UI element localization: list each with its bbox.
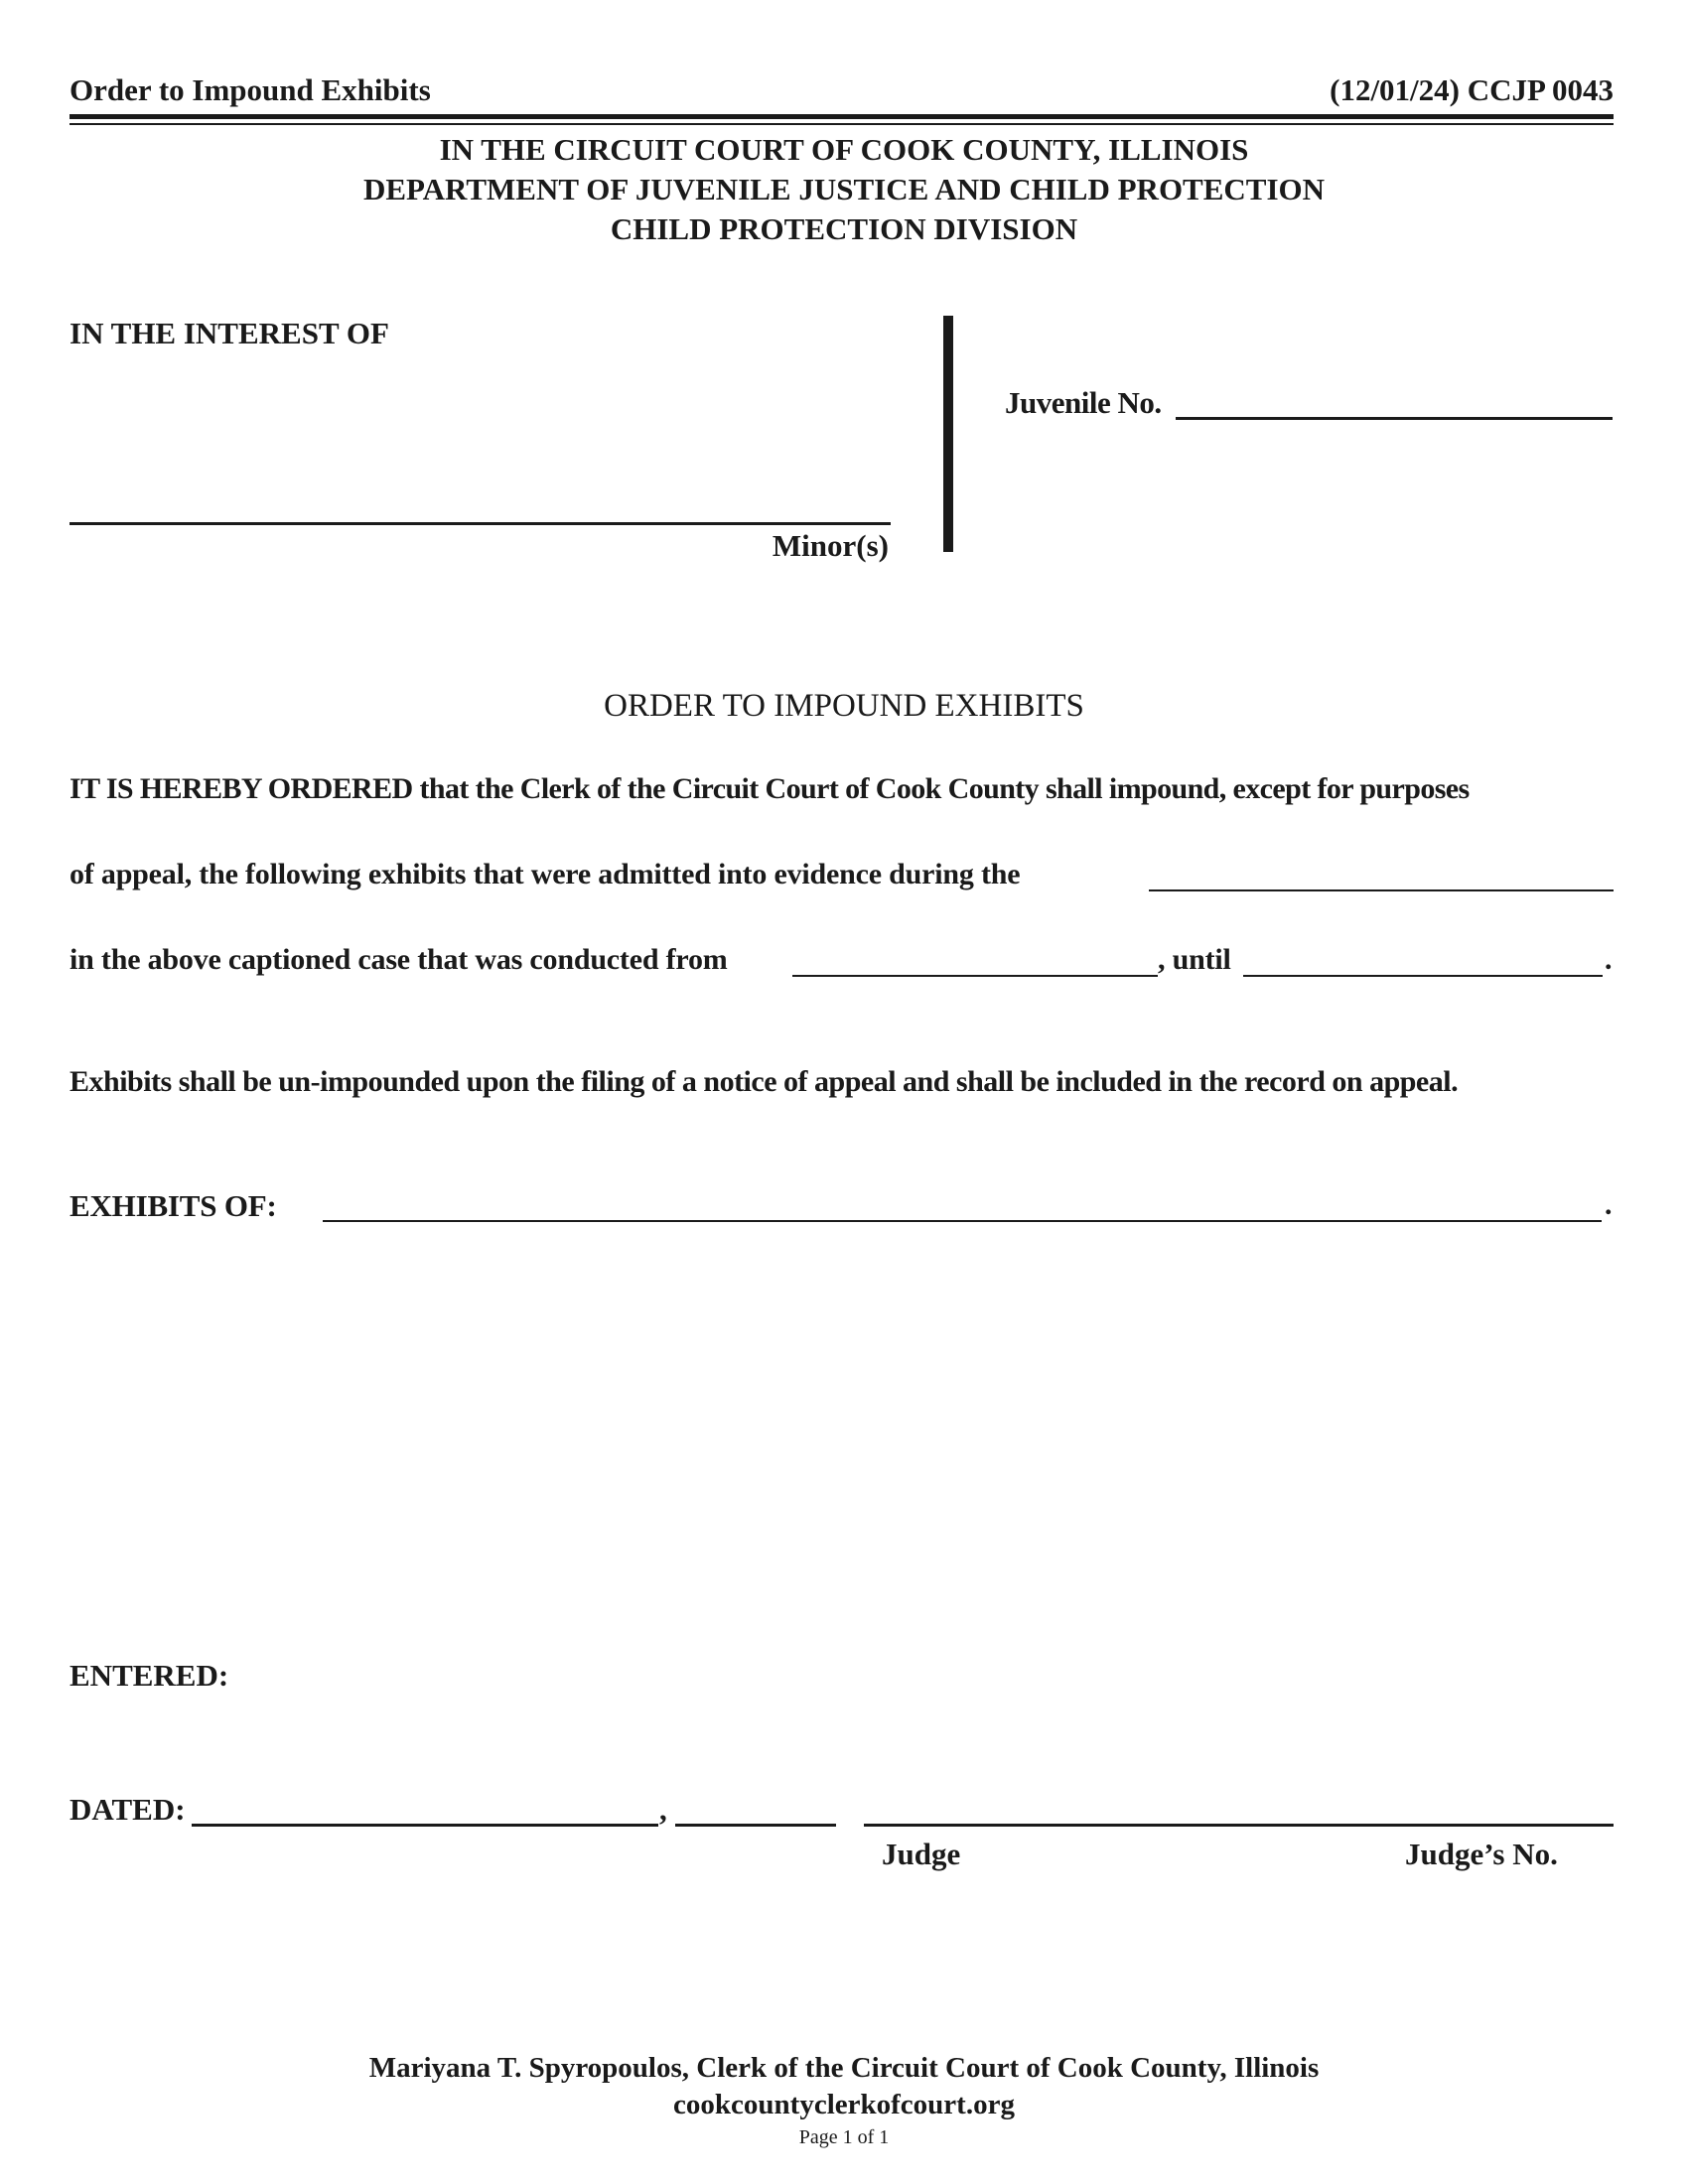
order-text-line-2: of appeal, the following exhibits that were admitted into evidence during the [70,858,1021,890]
caption-divider [943,316,953,552]
form-title: Order to Impound Exhibits [70,72,431,107]
judge-label: Judge [882,1837,961,1871]
dated-date-field[interactable] [192,1824,658,1827]
minors-name-field[interactable] [70,486,891,525]
court-name: IN THE CIRCUIT COURT OF COOK COUNTY, ILLINOIS [439,132,1249,167]
minors-label: Minor(s) [772,528,889,563]
sentence-period: . [1605,943,1613,976]
juvenile-no-label: Juvenile No. [1005,385,1162,420]
from-date-field[interactable] [792,941,1158,977]
form-code: (12/01/24) CCJP 0043 [1330,72,1614,107]
dated-label: DATED: [70,1792,186,1827]
dated-year-field[interactable] [675,1824,836,1827]
dated-comma: , [659,1792,667,1827]
entered-label: ENTERED: [70,1658,229,1693]
in-the-interest-of: IN THE INTEREST OF [70,316,389,350]
unimpound-text: Exhibits shall be un-impounded upon the filing of a notice of appeal and shall be included in the record on appeal. [70,1065,1459,1098]
order-text-line-1: IT IS HEREBY ORDERED that the Clerk of the Circuit Court of Cook County shall impound, except for purposes [70,772,1470,805]
exhibits-of-field[interactable] [323,1186,1602,1222]
court-division: CHILD PROTECTION DIVISION [610,211,1078,246]
order-text-line-3b: , until [1158,943,1231,976]
footer-clerk: Mariyana T. Spyropoulos, Clerk of the Circuit Court of Cook County, Illinois [368,2052,1320,2084]
court-department: DEPARTMENT OF JUVENILE JUSTICE AND CHILD PROTECTION [362,172,1326,206]
judge-no-label: Judge’s No. [1405,1837,1558,1871]
until-date-field[interactable] [1243,941,1603,977]
footer-page-number: Page 1 of 1 [798,2126,890,2148]
exhibits-of-period: . [1605,1188,1613,1221]
proceeding-field[interactable] [1149,856,1614,891]
order-text-line-3a: in the above captioned case that was conducted from [70,943,728,976]
header-rule-thin [70,123,1614,125]
juvenile-no-field[interactable] [1176,383,1613,420]
header-rule-thick [70,114,1614,119]
exhibits-of-label: EXHIBITS OF: [70,1188,277,1223]
judge-signature-field[interactable] [864,1824,1614,1827]
footer-website: cookcountyclerkofcourt.org [673,2089,1015,2120]
order-title: ORDER TO IMPOUND EXHIBITS [604,688,1084,724]
